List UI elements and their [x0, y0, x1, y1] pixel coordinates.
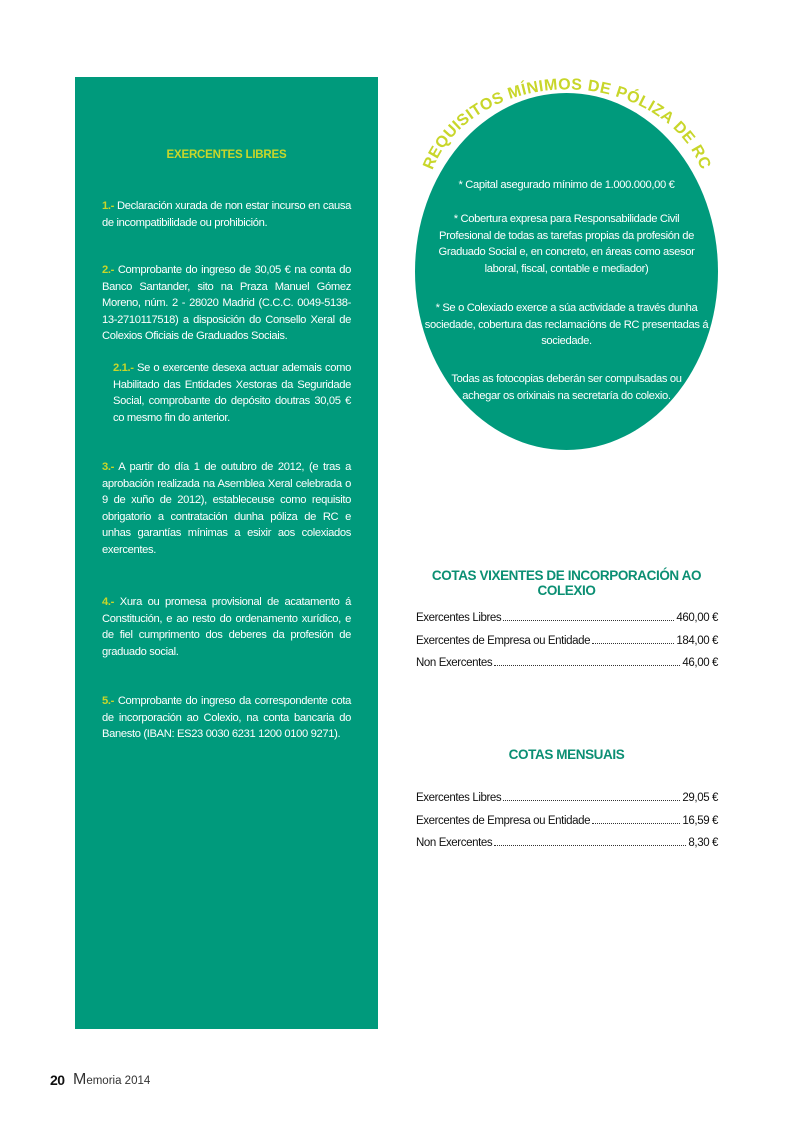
memoria-initial: M — [73, 1071, 87, 1088]
publication-name — [73, 1071, 150, 1089]
requirement-item-2-1 — [113, 360, 351, 426]
fee-value: 8,30 € — [688, 837, 718, 849]
fee-label: Exercentes de Empresa ou Entidade — [416, 815, 591, 827]
dot-leader — [494, 665, 680, 666]
panel-title: EXERCENTES LIBRES — [166, 149, 287, 161]
item-text: Comprobante do ingreso da correspondente cota de incorporación ao Colexio, na conta bancaria do Banesto (IBAN: ES23 0030 6231 1200 0100 9271). — [102, 695, 351, 741]
requirement-capital: * Capital asegurado mínimo de 1.000.000,00 € — [458, 179, 675, 191]
fee-value: 16,59 € — [682, 815, 718, 827]
requirement-item-1 — [102, 198, 351, 231]
requirement-item-5 — [102, 693, 351, 743]
fee-row — [416, 657, 718, 669]
fee-row — [416, 792, 718, 804]
item-number: 1.- — [102, 200, 115, 212]
arc-title — [400, 60, 730, 230]
fee-label: Exercentes Libres — [416, 612, 502, 624]
item-number: 2.1.- — [113, 362, 134, 374]
item-text: Xura ou promesa provisional de acatamento á Constitución, e ao resto do ordenamento xurídico, e de fiel cumprimento dos deberes da profesión de graduado social. — [102, 596, 352, 658]
item-text: Se o exercente desexa actuar ademais como Habilitado das Entidades Xestoras da Seguridade Social, comprobante do depósito doutras 30,05 € co mesmo fin do anterior. — [113, 362, 351, 424]
requirement-coverage: * Cobertura expresa para Responsabilidade Civil Profesional de todas as tarefas propias da profesión de Graduado Social e, en concreto, en áreas como asesor laboral, fiscal, contable e mediador) — [438, 213, 695, 275]
item-text: Comprobante do ingreso de 30,05 € na conta do Banco Santander, sito na Praza Manuel Gómez Moreno, núm. 2 - 28020 Madrid (C.C.C. 0049-5138-13-2710117518) a disposición do Consello Xeral de Colexios Oficiais de Graduados Sociais. — [102, 264, 351, 343]
fee-label: Exercentes Libres — [416, 792, 502, 804]
fee-label: Non Exercentes — [416, 657, 493, 669]
memoria-rest: emoria 2014 — [86, 1075, 151, 1087]
dot-leader — [494, 845, 686, 846]
item-number: 4.- — [102, 596, 115, 608]
dot-leader — [592, 823, 680, 824]
requirement-item-2 — [102, 262, 351, 345]
svg-text:REQUISITOS MÍNIMOS DE PÓLIZA D — [420, 76, 713, 172]
fee-row — [416, 815, 718, 827]
photocopies-note: Todas as fotocopias deberán ser compulsadas ou achegar os orixinais na secretaría do colexio. — [451, 373, 682, 402]
fee-row — [416, 635, 718, 647]
incorporation-fees-title: COTAS VIXENTES DE INCORPORACIÓN AO COLEXIO — [431, 568, 702, 598]
fee-value: 184,00 € — [676, 635, 718, 647]
fee-value: 29,05 € — [682, 792, 718, 804]
requirement-company: * Se o Colexiado exerce a súa actividade a través dunha sociedade, cobertura das reclamacións de RC presentadas á sociedade. — [424, 302, 709, 348]
fee-label: Exercentes de Empresa ou Entidade — [416, 635, 591, 647]
fee-row — [416, 612, 718, 624]
fee-label: Non Exercentes — [416, 837, 493, 849]
fee-value: 460,00 € — [676, 612, 718, 624]
item-number: 3.- — [102, 461, 115, 473]
item-text: A partir do día 1 de outubro de 2012, (e tras a aprobación realizada na Asemblea Xeral celebrada o 9 de xuño de 2012), estableceuse como requisito obrigatorio a contratación dunha póliza de RC e unhas garantías mínimas a esixir aos colexiados exercentes. — [102, 461, 351, 556]
dot-leader — [503, 620, 674, 621]
monthly-fees-title: COTAS MENSUAIS — [508, 747, 625, 762]
fee-row — [416, 837, 718, 849]
item-number: 5.- — [102, 695, 115, 707]
requirement-item-4 — [102, 594, 351, 660]
item-number: 2.- — [102, 264, 115, 276]
requirement-item-3 — [102, 459, 351, 559]
dot-leader — [503, 800, 680, 801]
dot-leader — [592, 643, 674, 644]
arc-title-text: REQUISITOS MÍNIMOS DE PÓLIZA DE RC — [420, 76, 714, 172]
exercentes-libres-panel — [75, 77, 378, 1029]
item-text: Declaración xurada de non estar incurso en causa de incompatibilidade ou prohibición. — [102, 200, 351, 229]
page-number: 20 — [50, 1072, 65, 1088]
fee-value: 46,00 € — [682, 657, 718, 669]
